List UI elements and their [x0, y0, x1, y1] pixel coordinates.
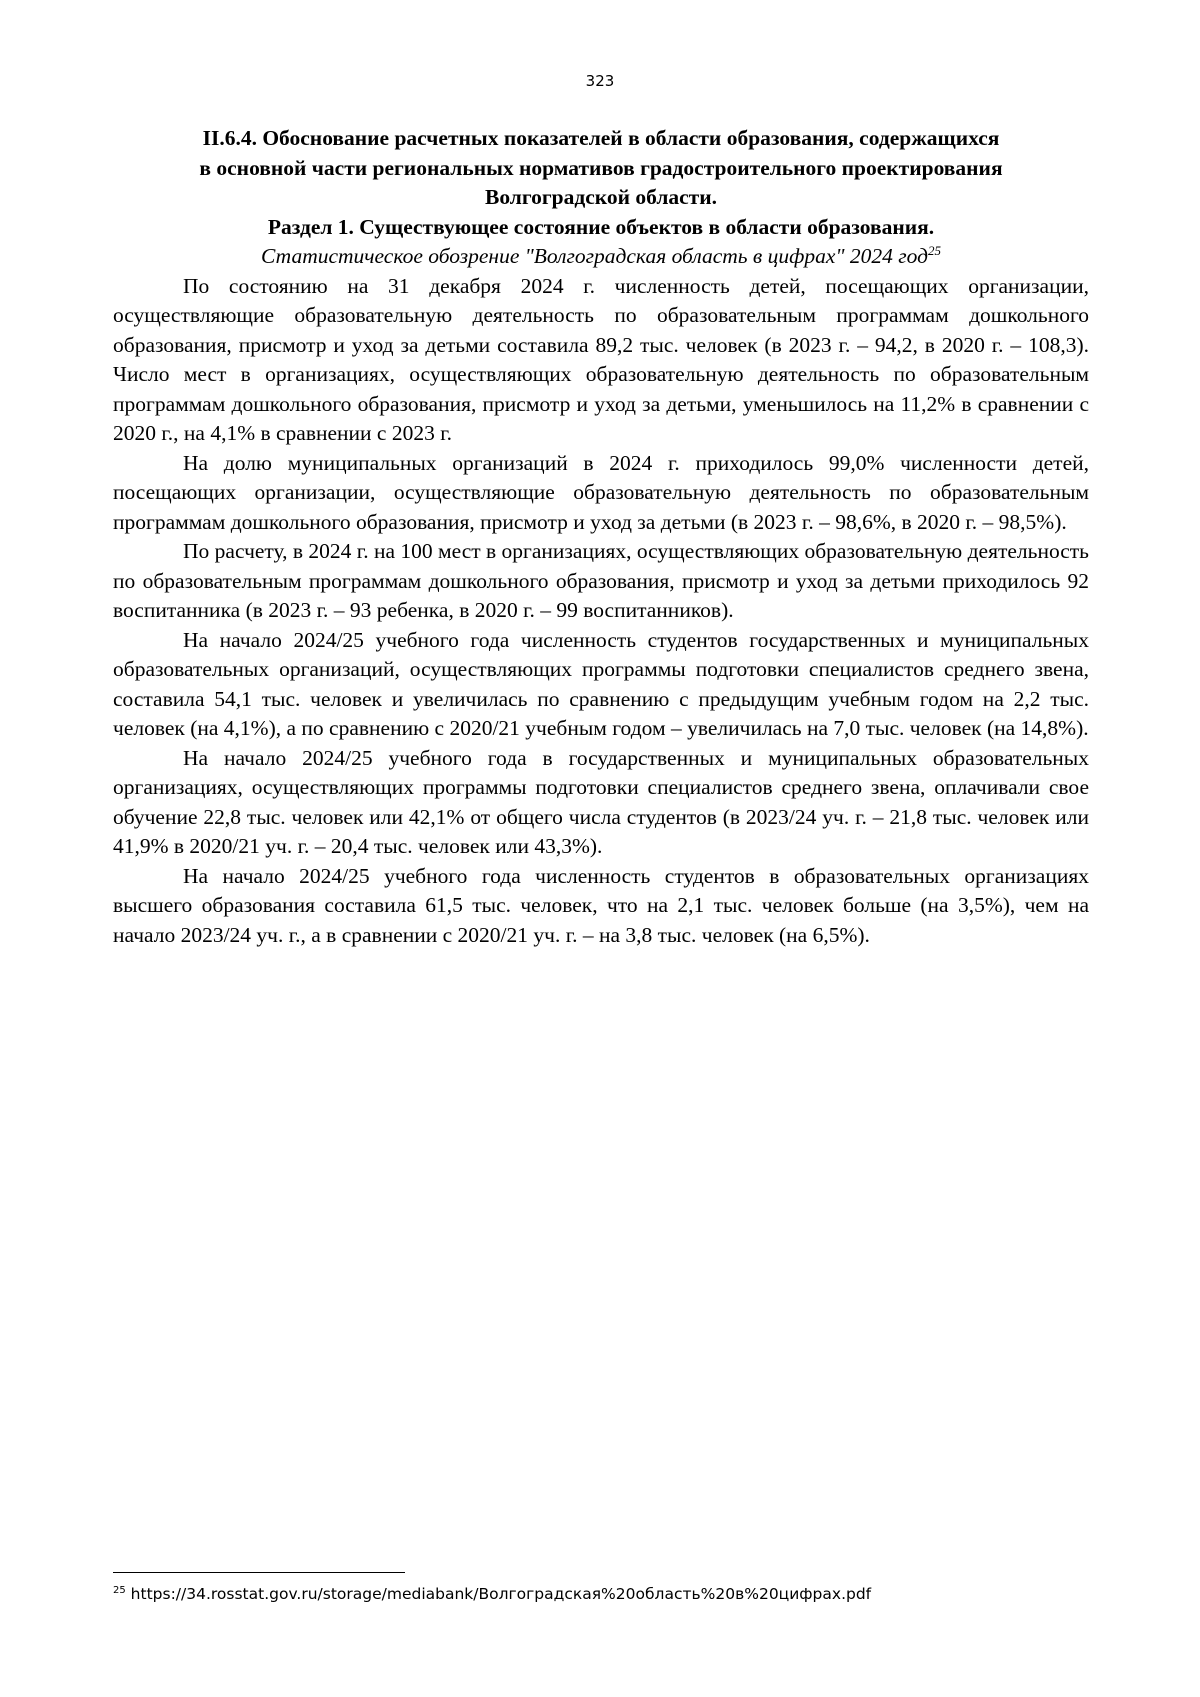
- page-number: 323: [585, 72, 615, 90]
- section-title: Раздел 1. Существующее состояние объектов в области образования.: [267, 214, 935, 239]
- paragraph-secondary-vocational-students: На начало 2024/25 учебного года численность студентов государственных и муниципальных образовательных организаций, осуществляющих программы подготовки специалистов среднего звена, составила 54,1 тыс. человек и увеличилась по сравнению с предыдущим учебным годом на 2,2 тыс. человек (на 4,1%), а по сравнению с 2020/21 учебным годом – увеличилась на 7,0 тыс. человек (на 14,8%).: [113, 627, 1089, 740]
- source-reference: [113, 242, 1089, 272]
- footnote-link[interactable]: https://34.rosstat.gov.ru/storage/mediabank/Волгоградская%20область%20в%20цифрах.pdf: [130, 1585, 872, 1603]
- paragraph-preschool-enrollment: По состоянию на 31 декабря 2024 г. численность детей, посещающих организации, осуществляющие образовательную деятельность по образовательным программам дошкольного образования, присмотр и уход за детьми составила 89,2 тыс. человек (в 2023 г. – 94,2, в 2020 г. – 108,3). Число мест в организациях, осуществляющих образовательную деятельность по образовательным программам дошкольного образования, присмотр и уход за детьми, уменьшилось на 11,2% в сравнении с 2020 г., на 4,1% в сравнении с 2023 г.: [113, 273, 1089, 445]
- chapter-heading-line-1: II.6.4. Обоснование расчетных показателей в области образования, содержащихся: [202, 126, 1000, 150]
- document-body: [113, 124, 1089, 950]
- paragraph-places-ratio: По расчету, в 2024 г. на 100 мест в организациях, осуществляющих образовательную деятельность по образовательным программам дошкольного образования, присмотр и уход за детьми приходилось 92 воспитанника (в 2023 г. – 93 ребенка, в 2020 г. – 99 воспитанников).: [113, 539, 1089, 622]
- source-reference-text: Статистическое обозрение "Волгоградская область в цифрах" 2024 год: [261, 244, 928, 268]
- footnote-marker[interactable]: 25: [927, 242, 941, 258]
- paragraph-higher-education: На начало 2024/25 учебного года численность студентов в образовательных организациях высшего образования составила 61,5 тыс. человек, что на 2,1 тыс. человек больше (на 3,5%), чем на начало 2023/24 уч. г., а в сравнении с 2020/21 уч. г. – на 3,8 тыс. человек (на 6,5%).: [113, 863, 1089, 947]
- chapter-heading-line-3: Волгоградской области.: [485, 185, 717, 209]
- chapter-heading-line-2: в основной части региональных нормативов градостроительного проектирования: [199, 155, 1003, 180]
- footnote: [113, 1584, 871, 1604]
- paragraph-paid-education: На начало 2024/25 учебного года в государственных и муниципальных образовательных организациях, осуществляющих программы подготовки специалистов среднего звена, оплачивали свое обучение 22,8 тыс. человек или 42,1% от общего числа студентов (в 2023/24 уч. г. – 21,8 тыс. человек или 41,9% в 2020/21 уч. г. – 20,4 тыс. человек или 43,3%).: [113, 745, 1089, 858]
- chapter-heading: [113, 124, 1089, 213]
- footnote-number: 25: [113, 1584, 126, 1596]
- footnote-divider: [113, 1572, 405, 1573]
- paragraph-municipal-share: На долю муниципальных организаций в 2024 г. приходилось 99,0% численности детей, посещающих организации, осуществляющие образовательную деятельность по образовательным программам дошкольного образования, присмотр и уход за детьми (в 2023 г. – 98,6%, в 2020 г. – 98,5%).: [113, 450, 1089, 534]
